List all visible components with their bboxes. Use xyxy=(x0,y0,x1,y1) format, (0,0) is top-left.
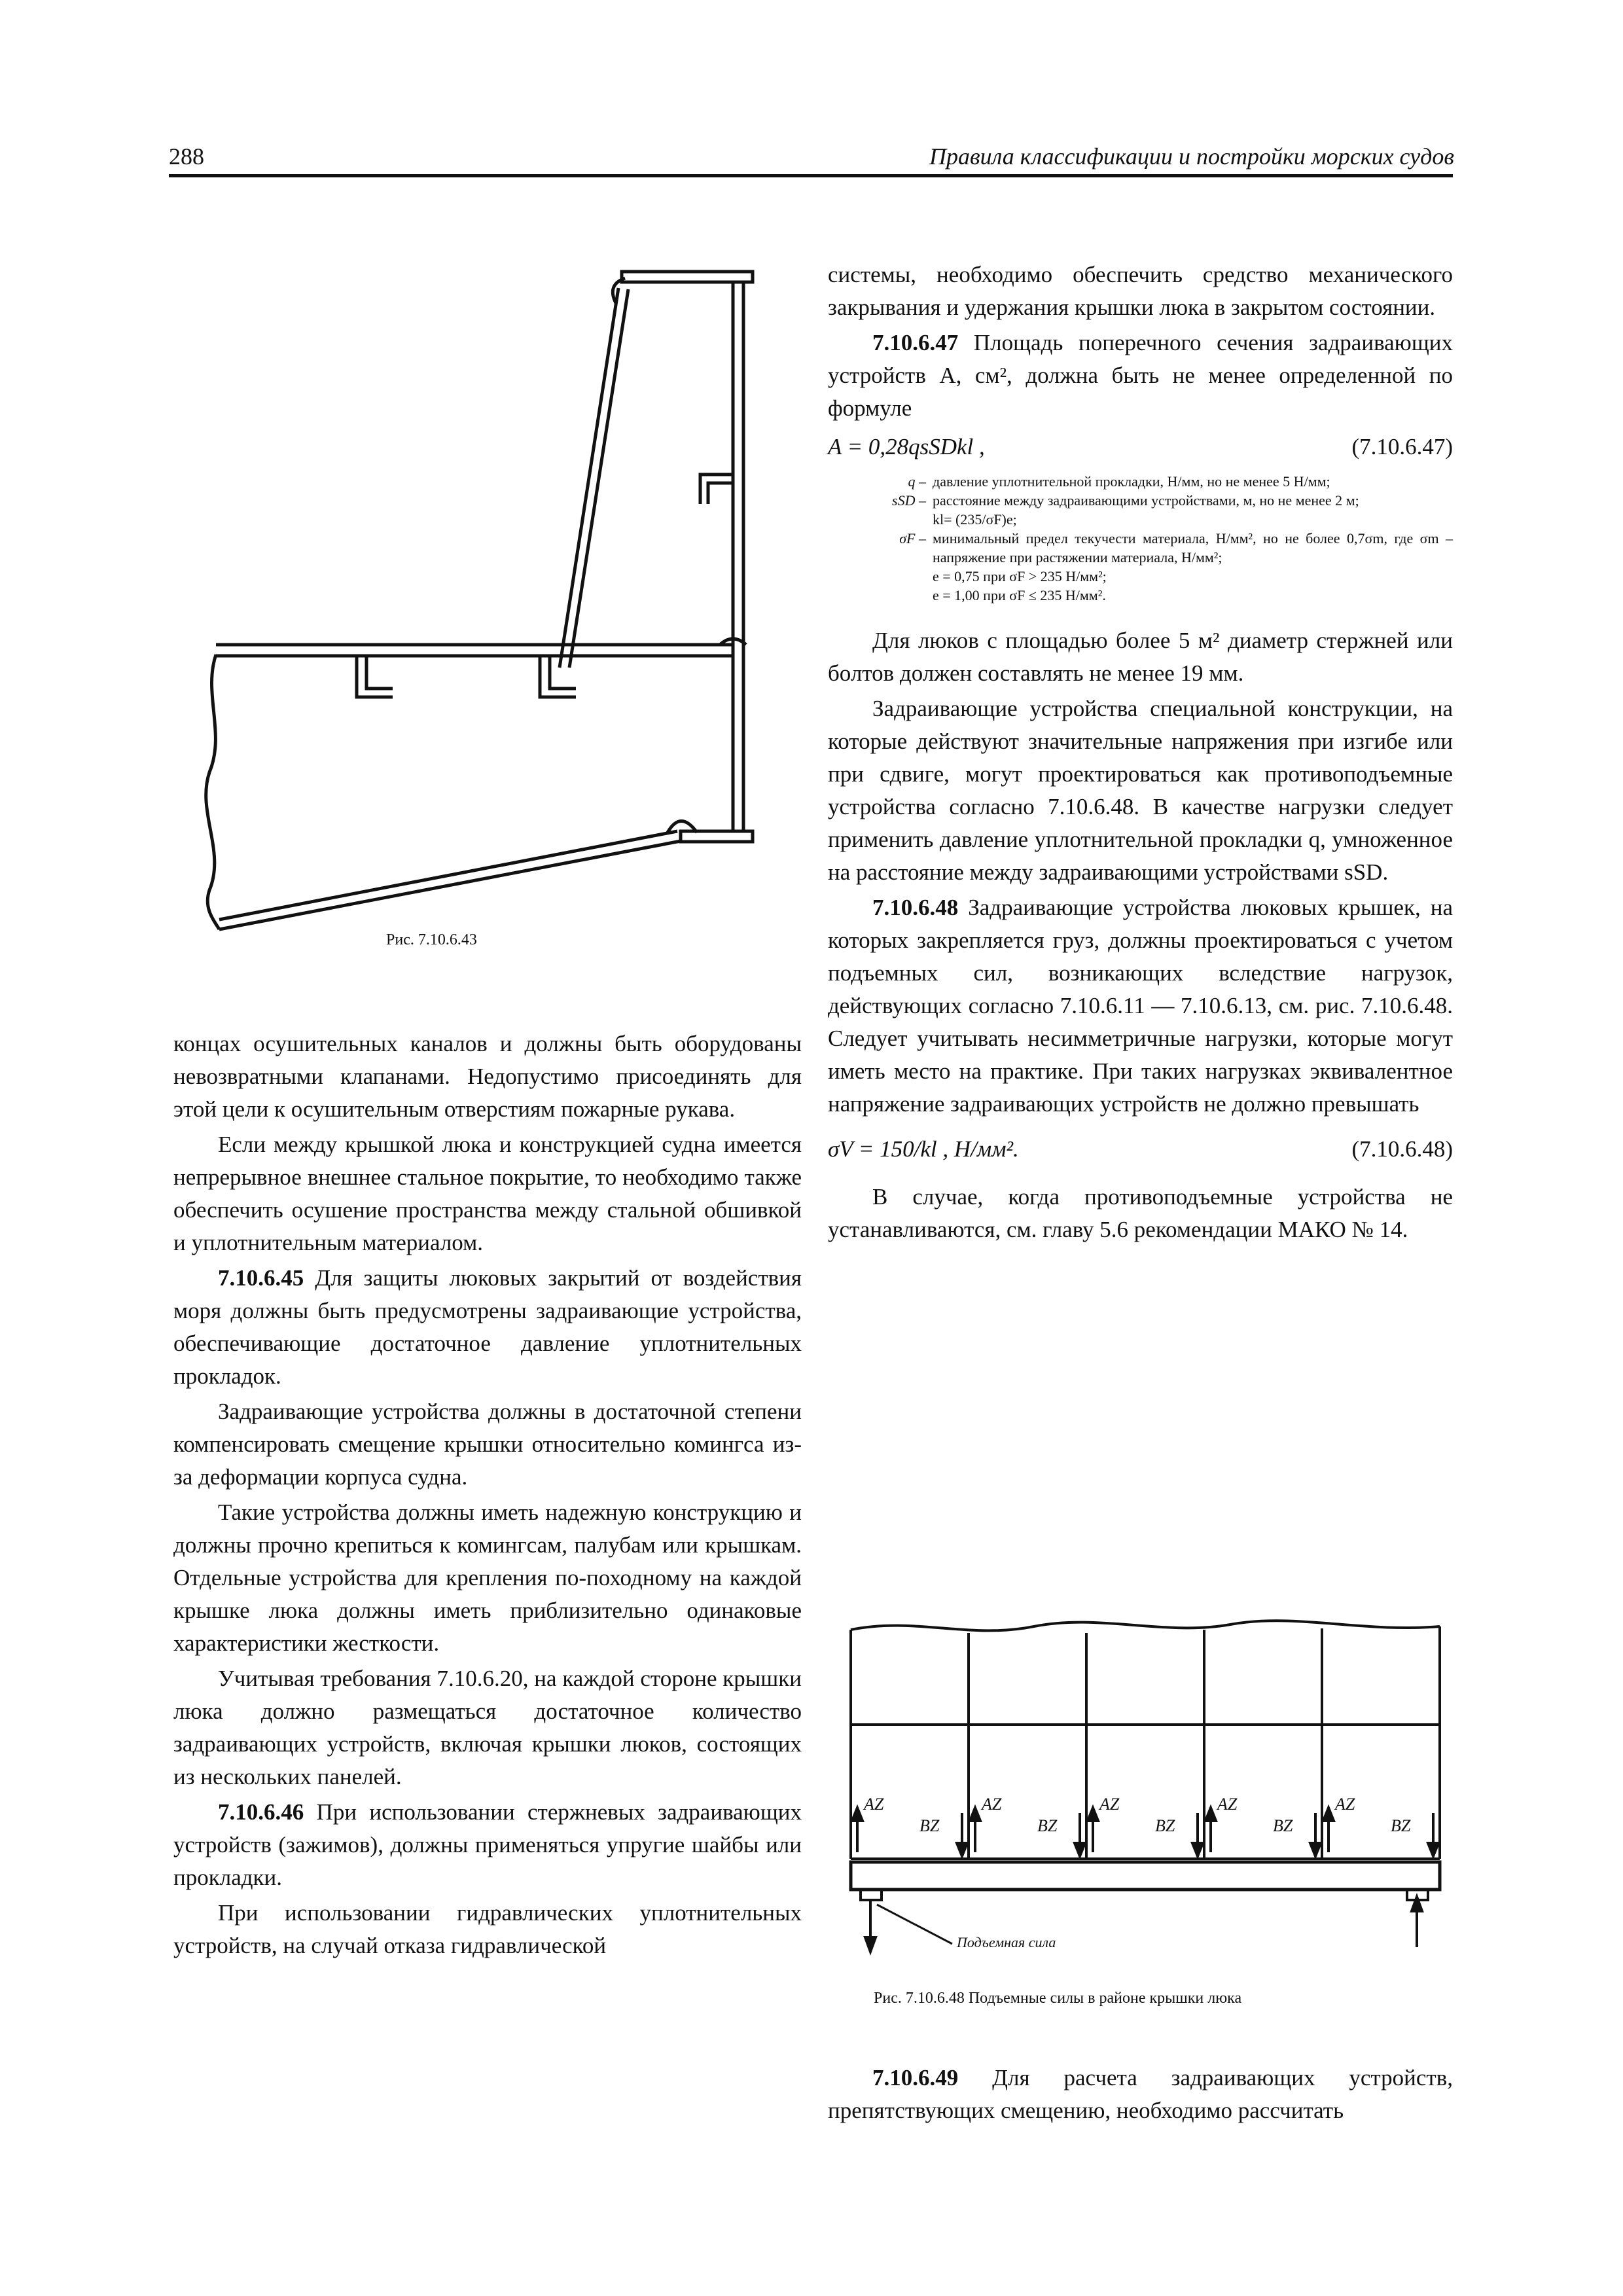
clause-number: 7.10.6.45 xyxy=(218,1265,304,1291)
paragraph: Для люков с площадью более 5 м² диаметр стержней или болтов должен составлять не менее 19 мм. xyxy=(828,628,1453,686)
formula-expression: A = 0,28qsSDkl , xyxy=(828,434,985,459)
label-az: AZ xyxy=(1217,1795,1238,1814)
label-az: AZ xyxy=(1335,1795,1355,1814)
formula-expression: σV = 150/kl , Н/мм². xyxy=(828,1136,1019,1162)
clause-7-10-6-48: 7.10.6.48 Задраивающие устройства люковых крышек, на которых закрепляется груз, должны проектироваться с учетом подъемных сил, возникающих вследствие нагрузок, действующих согласно 7.10.6.11 — 7.10.6.13, см. рис. 7.10.6.48. Следует учитывать несимметричные нагрузки, которые могут иметь место на практике. При таких нагрузках эквивалентное напряжение задраивающих устройств не должно превышать xyxy=(828,895,1453,1117)
clause-number: 7.10.6.48 xyxy=(872,895,959,920)
paragraph: Учитывая требования 7.10.6.20, на каждой стороне крышки люка должно размещаться достаточное количество задраивающих устройств, включая крышки люков, состоящих из нескольких панелей. xyxy=(173,1666,802,1789)
definition-item: q – давление уплотнительной прокладки, Н/мм, но не менее 5 Н/мм; xyxy=(908,473,1330,490)
label-bz: BZ xyxy=(1037,1816,1058,1835)
paragraph: Если между крышкой люка и конструкцией судна имеется непрерывное внешнее стальное покрытие, то необходимо также обеспечить осушение пространства между стальной обшивкой и уплотнительным материалом. xyxy=(173,1132,802,1255)
label-az: AZ xyxy=(864,1795,884,1814)
clause-number: 7.10.6.47 xyxy=(872,330,959,355)
paragraph: Такие устройства должны иметь надежную конструкцию и должны прочно крепиться к комингсам, палубам или крышкам. Отдельные устройства для крепления по-походному на каждой крышке люка должны иметь приблизительно одинаковые характеристики жесткости. xyxy=(173,1499,802,1656)
clause-number: 7.10.6.46 xyxy=(218,1799,304,1825)
paragraph: Задраивающие устройства должны в достаточной степени компенсировать смещение крышки относительно комингса из-за деформации корпуса судна. xyxy=(173,1399,802,1490)
formula-7-10-6-47 xyxy=(828,427,1453,467)
clause-7-10-6-45: 7.10.6.45 Для защиты люковых закрытий от воздействия моря должны быть предусмотрены задраивающие устройства, обеспечивающие достаточное давление уплотнительных прокладок. xyxy=(173,1265,802,1389)
left-column xyxy=(173,1028,802,1965)
label-lifting-force: Подъемная сила xyxy=(957,1934,1056,1950)
definition-item: kl= (235/σF)e; xyxy=(933,511,1017,528)
label-az: AZ xyxy=(982,1795,1002,1814)
label-bz: BZ xyxy=(1155,1816,1175,1835)
paragraph: Задраивающие устройства специальной конструкции, на которые действуют значительные напряжения при изгибе или при сдвиге, могут проектироваться как противоподъемные устройства согласно 7.10.6.48. В качестве нагрузки следует применить давление уплотнительной прокладки q, умноженное на расстояние между задраивающими устройствами sSD. xyxy=(828,696,1453,885)
right-column xyxy=(828,259,1453,1249)
definition-item: sSD – расстояние между задраивающими устройствами, м, но не менее 2 м; xyxy=(892,492,1359,509)
formula-definitions xyxy=(828,472,1453,605)
clause-7-10-6-47: 7.10.6.47 Площадь поперечного сечения задраивающих устройств A, см², должна быть не менее определенной по формуле xyxy=(828,330,1453,421)
paragraph: При использовании гидравлических уплотнительных устройств, на случай отказа гидравлической xyxy=(173,1900,802,1958)
figure-lifting-forces xyxy=(838,1617,1453,1957)
figure-hatch-section xyxy=(196,262,785,936)
formula-7-10-6-48 xyxy=(828,1130,1453,1169)
header-rule xyxy=(169,174,1453,177)
definition-item: e = 0,75 при σF > 235 Н/мм²; xyxy=(933,568,1107,584)
figure-1-caption: Рис. 7.10.6.43 xyxy=(386,931,477,948)
page-number: 288 xyxy=(169,143,204,170)
definition-item: σF – минимальный предел текучести материала, Н/мм², но не более 0,7σm, где σm – напряжение при растяжении материала, Н/мм²; xyxy=(899,530,1453,565)
paragraph: концах осушительных каналов и должны быть оборудованы невозвратными клапанами. Недопустимо присоединять для этой цели к осушительным отверстиям пожарные рукава. xyxy=(173,1031,802,1122)
label-az: AZ xyxy=(1099,1795,1120,1814)
label-bz: BZ xyxy=(1273,1816,1293,1835)
label-bz: BZ xyxy=(919,1816,940,1835)
clause-number: 7.10.6.49 xyxy=(872,2065,959,2090)
formula-number: (7.10.6.48) xyxy=(1351,1136,1453,1162)
formula-number: (7.10.6.47) xyxy=(1351,434,1453,459)
label-bz: BZ xyxy=(1391,1816,1411,1835)
right-column-bottom xyxy=(828,2062,1453,2130)
clause-7-10-6-46: 7.10.6.46 При использовании стержневых задраивающих устройств (зажимов), должны применяться упругие шайбы или прокладки. xyxy=(173,1799,802,1890)
figure-2-caption: Рис. 7.10.6.48 Подъемные силы в районе крышки люка xyxy=(874,1990,1242,2007)
clause-7-10-6-49: 7.10.6.49 Для расчета задраивающих устройств, препятствующих смещению, необходимо рассчитать xyxy=(828,2065,1453,2123)
definition-item: e = 1,00 при σF ≤ 235 Н/мм². xyxy=(933,587,1106,603)
paragraph: системы, необходимо обеспечить средство механического закрывания и удержания крышки люка в закрытом состоянии. xyxy=(828,262,1453,320)
paragraph: В случае, когда противоподъемные устройства не устанавливаются, см. главу 5.6 рекомендации МАКО № 14. xyxy=(828,1184,1453,1242)
running-title: Правила классификации и постройки морских судов xyxy=(929,143,1454,170)
